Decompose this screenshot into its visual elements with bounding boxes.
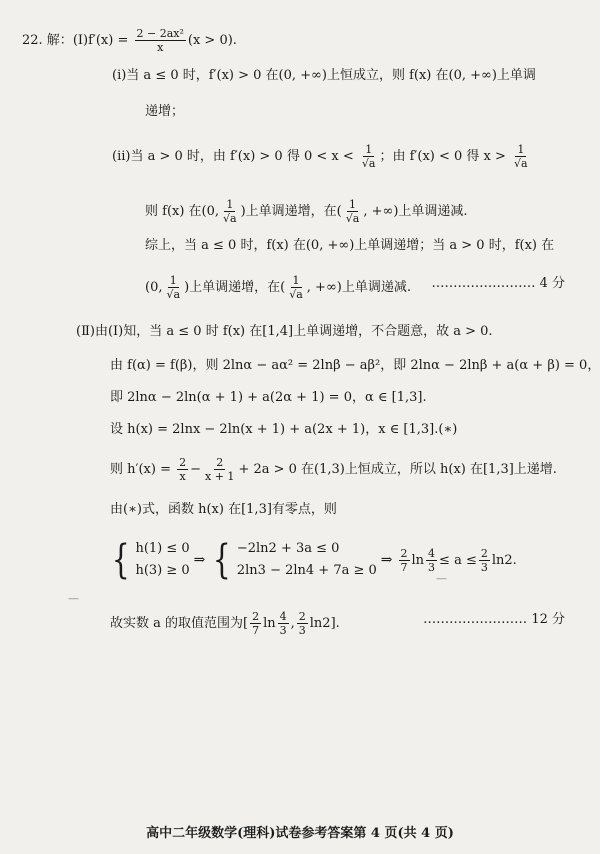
deriv-frac-2: $\frac{2}{x + 1}$ <box>205 456 235 483</box>
case-i-line2: 递增； <box>145 104 185 119</box>
then-frac-2: $\frac{1}{√a}$ <box>345 198 360 225</box>
deriv-frac-1: $\frac{2}{x}$ <box>179 456 187 483</box>
score-4: …………………… 4 分 <box>431 276 565 291</box>
case-ii-frac-1: $\frac{1}{√a}$ <box>361 143 376 170</box>
then-line: 则 f(x) 在(0, $\frac{1}{√a}$ )上单调递增，在( $\frac{1}{√a}$ , +∞)上单调递减. <box>145 198 468 225</box>
zero-line: 由(∗)式，函数 h(x) 在[1,3]有零点，则 <box>110 502 337 517</box>
summary-line1: 综上，当 a ≤ 0 时，f(x) 在(0, +∞)上单调递增；当 a > 0 时，f(x) 在 <box>145 238 555 253</box>
summary-frac-2: $\frac{1}{√a}$ <box>289 274 303 301</box>
part2-line3: 即 2lnα − 2ln(α + 1) + a(2α + 1) = 0，α ∈ [1,3]. <box>110 390 427 405</box>
case-i-line1: (ⅰ)当 a ≤ 0 时，f′(x) > 0 在(0, +∞)上恒成立，则 f(x) 在(0, +∞)上单调 <box>112 68 536 83</box>
page-footer: 高中二年级数学(理科)试卷参考答案第 4 页(共 4 页) <box>146 826 454 841</box>
part1-tail: (x > 0). <box>187 33 237 48</box>
inequality-system: { h(1) ≤ 0 h(3) ≥ 0 ⇒ { −2ln2 + 3a ≤ 0 2ln3 − 2ln4 + 7a ≥ 0 ⇒ $\frac{2}{7}$ ln $\frac{4}{3}$ ≤ a ≤ $\frac{2}{3}$ ln2. <box>111 537 517 583</box>
case-ii-frac-2: $\frac{1}{√a}$ <box>514 143 528 170</box>
scan-mark: — <box>68 592 79 605</box>
part1-fraction: $\frac{\text{2 − 2ax²}}{x}$ <box>136 27 184 54</box>
problem-number: 22. 解： <box>22 33 73 48</box>
part1-header <box>22 27 237 54</box>
score-12: …………………… 12 分 <box>423 612 565 627</box>
part1-lead: (Ⅰ)f′(x) = <box>72 33 129 48</box>
case-ii-line: (ⅱ)当 a > 0 时，由 f′(x) > 0 得 0 < x < $\frac{1}{√a}$ ；由 f′(x) < 0 得 x > $\frac{1}{√a}$ <box>112 143 528 170</box>
part2-line1: (Ⅱ)由(Ⅰ)知，当 a ≤ 0 时 f(x) 在[1,4]上单调递增，不合题意，故 a > 0. <box>76 324 493 339</box>
derivative-line: 则 h′(x) = $\frac{2}{x}$ − $\frac{2}{x + 1}$ + 2a > 0 在(1,3)上恒成立，所以 h(x) 在[1,3]上递增. <box>110 456 557 483</box>
summary-line2: (0, $\frac{1}{√a}$ )上单调递增，在( $\frac{1}{√a}$ , +∞)上单调递减. …………………… 4 分 <box>145 274 565 301</box>
summary-frac-1: $\frac{1}{√a}$ <box>166 274 181 301</box>
part2-line4: 设 h(x) = 2lnx − 2ln(x + 1) + a(2x + 1)，x ∈ [1,3].(∗) <box>110 422 458 437</box>
part2-line2: 由 f(α) = f(β)，则 2lnα − aα² = 2lnβ − aβ²，即 2lnα − 2lnβ + a(α + β) = 0， <box>110 358 600 373</box>
scan-mark: — <box>436 572 447 585</box>
then-frac-1: $\frac{1}{√a}$ <box>223 198 237 225</box>
final-line: 故实数 a 的取值范围为[ $\frac{2}{7}$ ln $\frac{4}{3}$ , $\frac{2}{3}$ ln2]. …………………… 12 分 <box>110 610 565 637</box>
